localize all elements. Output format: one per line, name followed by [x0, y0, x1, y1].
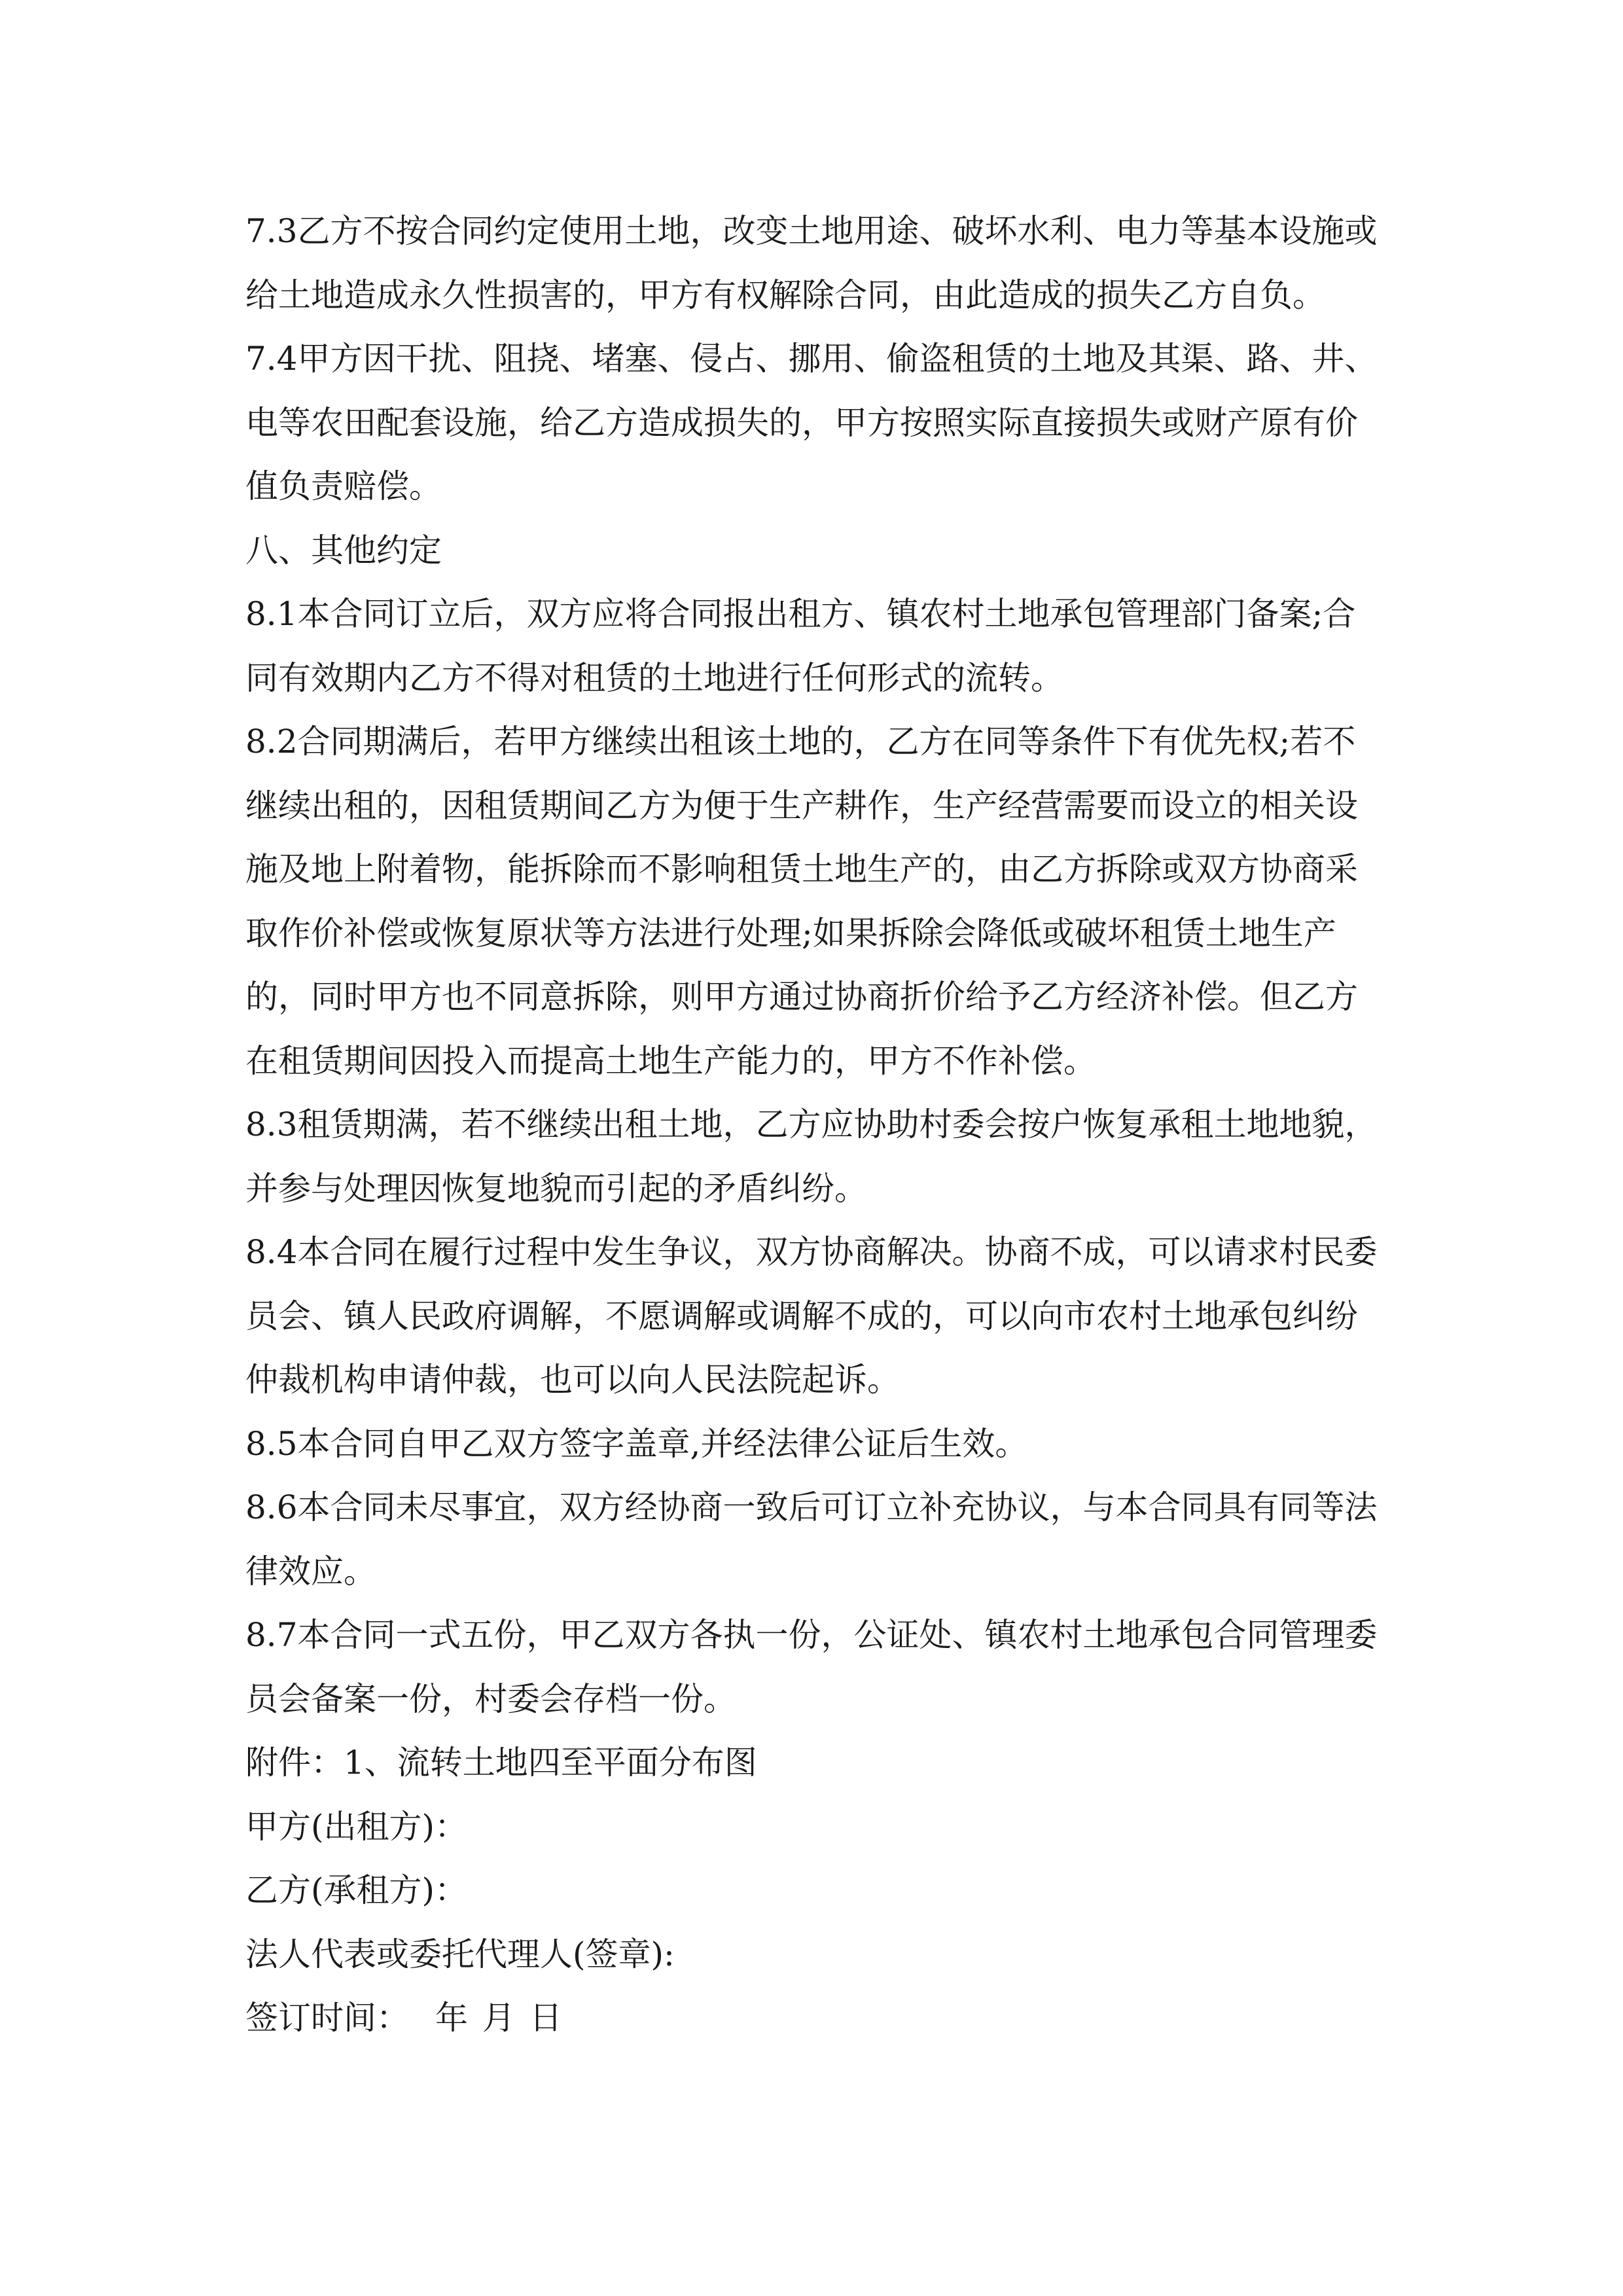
party-a-signature-line: 甲方(出租方)： [245, 1807, 468, 1846]
clause-8-1: 8.1本合同订立后，双方应将合同报出租方、镇农村土地承包管理部门备案;合同有效期内乙方不得对租赁的土地进行任何形式的流转。 [245, 595, 1356, 697]
clause-8-4: 8.4本合同在履行过程中发生争议，双方协商解决。协商不成，可以请求村民委员会、镇人民政府调解，不愿调解或调解不成的，可以向市农村土地承包纠纷仲裁机构申请仲裁，也可以向人民法院起诉。 [245, 1233, 1378, 1399]
signing-date-month: 月 [482, 1999, 515, 2037]
signing-date-label: 签订时间： [245, 1999, 409, 2037]
section-heading-other-terms: 八、其他约定 [245, 531, 442, 569]
signing-date-day: 日 [529, 1999, 562, 2037]
contract-body [245, 200, 1387, 2051]
attachment-line: 附件：1、流转土地四至平面分布图 [245, 1744, 757, 1782]
party-b-signature-line: 乙方(承租方)： [245, 1871, 468, 1909]
clause-8-7: 8.7本合同一式五份，甲乙双方各执一份，公证处、镇农村土地承包合同管理委员会备案一份，村委会存档一份。 [245, 1616, 1378, 1718]
clause-8-6: 8.6本合同未尽事宜，双方经协商一致后可订立补充协议，与本合同具有同等法律效应。 [245, 1488, 1378, 1590]
representative-signature-line: 法人代表或委托代理人(签章): [245, 1935, 675, 1973]
clause-8-2: 8.2合同期满后，若甲方继续出租该土地的，乙方在同等条件下有优先权;若不继续出租的，因租赁期间乙方为便于生产耕作，生产经营需要而设立的相关设施及地上附着物，能拆除而不影响租赁土地生产的，由乙方拆除或双方协商采取作价补偿或恢复原状等方法进行处理;如果拆除会降低或破坏租赁土地生产的，同时甲方也不同意拆除，则甲方通过协商折价给予乙方经济补偿。但乙方在租赁期间因投入而提高土地生产能力的，甲方不作补偿。 [245, 723, 1358, 1080]
clause-7-4: 7.4甲方因干扰、阻挠、堵塞、侵占、挪用、偷盗租赁的土地及其渠、路、井、电等农田配套设施，给乙方造成损失的，甲方按照实际直接损失或财产原有价值负责赔偿。 [245, 340, 1378, 505]
clause-8-5: 8.5本合同自甲乙双方签字盖章,并经法律公证后生效。 [245, 1424, 1028, 1463]
signing-date-year: 年 [435, 1999, 468, 2037]
signing-date-line [245, 1986, 1387, 2051]
clause-7-3: 7.3乙方不按合同约定使用土地，改变土地用途、破坏水利、电力等基本设施或给土地造成永久性损害的，甲方有权解除合同，由此造成的损失乙方自负。 [245, 212, 1378, 314]
clause-8-3: 8.3租赁期满，若不继续出租土地，乙方应协助村委会按户恢复承租土地地貌，并参与处理因恢复地貌而引起的矛盾纠纷。 [245, 1105, 1378, 1208]
